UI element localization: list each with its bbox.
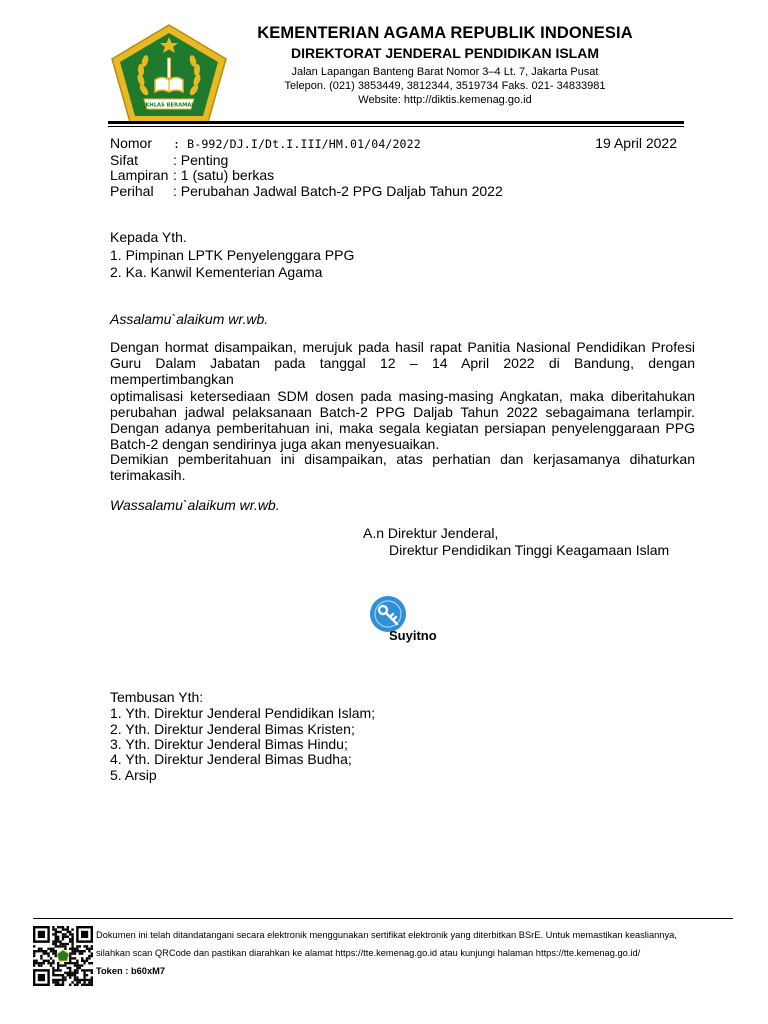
header-divider-thin: [108, 126, 684, 127]
signatory-name: Suyitno: [389, 628, 437, 643]
closing: Wassalamu`alaikum wr.wb.: [110, 497, 280, 513]
body-line: Dengan hormat disampaikan, merujuk pada hasil rapat Panitia Nasional Pendidikan Profesi: [110, 339, 695, 355]
body-paragraph-1: [110, 339, 695, 452]
lampiran-label: Lampiran: [110, 167, 169, 183]
on-behalf: A.n Direktur Jenderal,: [363, 525, 499, 541]
body-line: Batch-2 dengan sendirinya juga akan menyesuaikan.: [110, 436, 440, 453]
cc-item: 5. Arsip: [110, 767, 157, 783]
logo-motto: IKHLAS BERAMAL: [143, 102, 195, 109]
ministry-title: KEMENTERIAN AGAMA REPUBLIK INDONESIA: [257, 24, 633, 42]
header-divider: [108, 121, 684, 124]
cc-item: 3. Yth. Direktur Jenderal Bimas Hindu;: [110, 736, 348, 752]
sifat-label: Sifat: [110, 152, 139, 168]
recipient-item: 1. Pimpinan LPTK Penyelenggara PPG: [110, 247, 355, 263]
perihal-label: Perihal: [110, 183, 154, 199]
qr-code-icon[interactable]: [33, 926, 93, 986]
body-line: perubahan jadwal pelaksanaan Batch-2 PPG Daljab Tahun 2022 sebagaimana terlampir.: [110, 403, 695, 420]
perihal-value: : Perubahan Jadwal Batch-2 PPG Daljab Tahun 2022: [173, 183, 503, 199]
cc-item: 1. Yth. Direktur Jenderal Pendidikan Islam;: [110, 705, 376, 721]
nomor-label: Nomor: [110, 135, 153, 151]
address: Jalan Lapangan Banteng Barat Nomor 3–4 Lt. 7, Jakarta Pusat: [291, 66, 599, 78]
body-line: optimalisasi ketersediaan SDM dosen pada masing-masing Angkatan, maka diberitahukan: [110, 387, 695, 404]
lampiran-value: : 1 (satu) berkas: [173, 167, 275, 183]
directorate-title: DIREKTORAT JENDERAL PENDIDIKAN ISLAM: [290, 45, 600, 61]
body-line: Guru Dalam Jabatan pada tanggal 12 – 14 April 2022 di Bandung, dengan mempertimbangkan: [110, 355, 695, 388]
footer-note-line-1: Dokumen ini telah ditandatangani secara elektronik menggunakan sertifikat elektronik yang diterbitkan BSrE. Untuk memastikan keasliannya,: [96, 930, 677, 940]
body-line: Dengan adanya pemberitahuan ini, maka segala kegiatan persiapan penyelenggaraan PPG: [110, 420, 695, 437]
kemenag-emblem-icon: [108, 22, 230, 126]
body-line: terimakasih.: [110, 467, 186, 484]
cc-heading: Tembusan Yth:: [110, 689, 204, 705]
phone: Telepon. (021) 3853449, 3812344, 3519734 Faks. 021- 34833981: [284, 80, 606, 92]
recipients-heading: Kepada Yth.: [110, 229, 187, 245]
salutation: Assalamu`alaikum wr.wb.: [110, 311, 269, 327]
sifat-value: : Penting: [173, 152, 229, 168]
footer-token: Token : b60xM7: [96, 966, 166, 976]
letter-date: 19 April 2022: [595, 135, 677, 151]
cc-item: 2. Yth. Direktur Jenderal Bimas Kristen;: [110, 721, 355, 737]
body-line: Demikian pemberitahuan ini disampaikan, atas perhatian dan kerjasamanya dihaturkan: [110, 451, 695, 467]
website: Website: http://diktis.kemenag.go.id: [358, 94, 532, 106]
footer-note-line-2: silahkan scan QRCode dan pastikan diarahkan ke alamat https://tte.kemenag.go.id atau kunjungi halaman https://tte.kemenag.go.id/: [96, 948, 641, 958]
recipient-item: 2. Ka. Kanwil Kementerian Agama: [110, 264, 323, 280]
cc-item: 4. Yth. Direktur Jenderal Bimas Budha;: [110, 751, 352, 767]
body-paragraph-2: [110, 451, 695, 483]
footer-divider: [33, 918, 733, 919]
signatory-position: Direktur Pendidikan Tinggi Keagamaan Islam: [389, 542, 670, 558]
nomor-value: : B-992/DJ.I/Dt.I.III/HM.01/04/2022: [173, 137, 421, 151]
